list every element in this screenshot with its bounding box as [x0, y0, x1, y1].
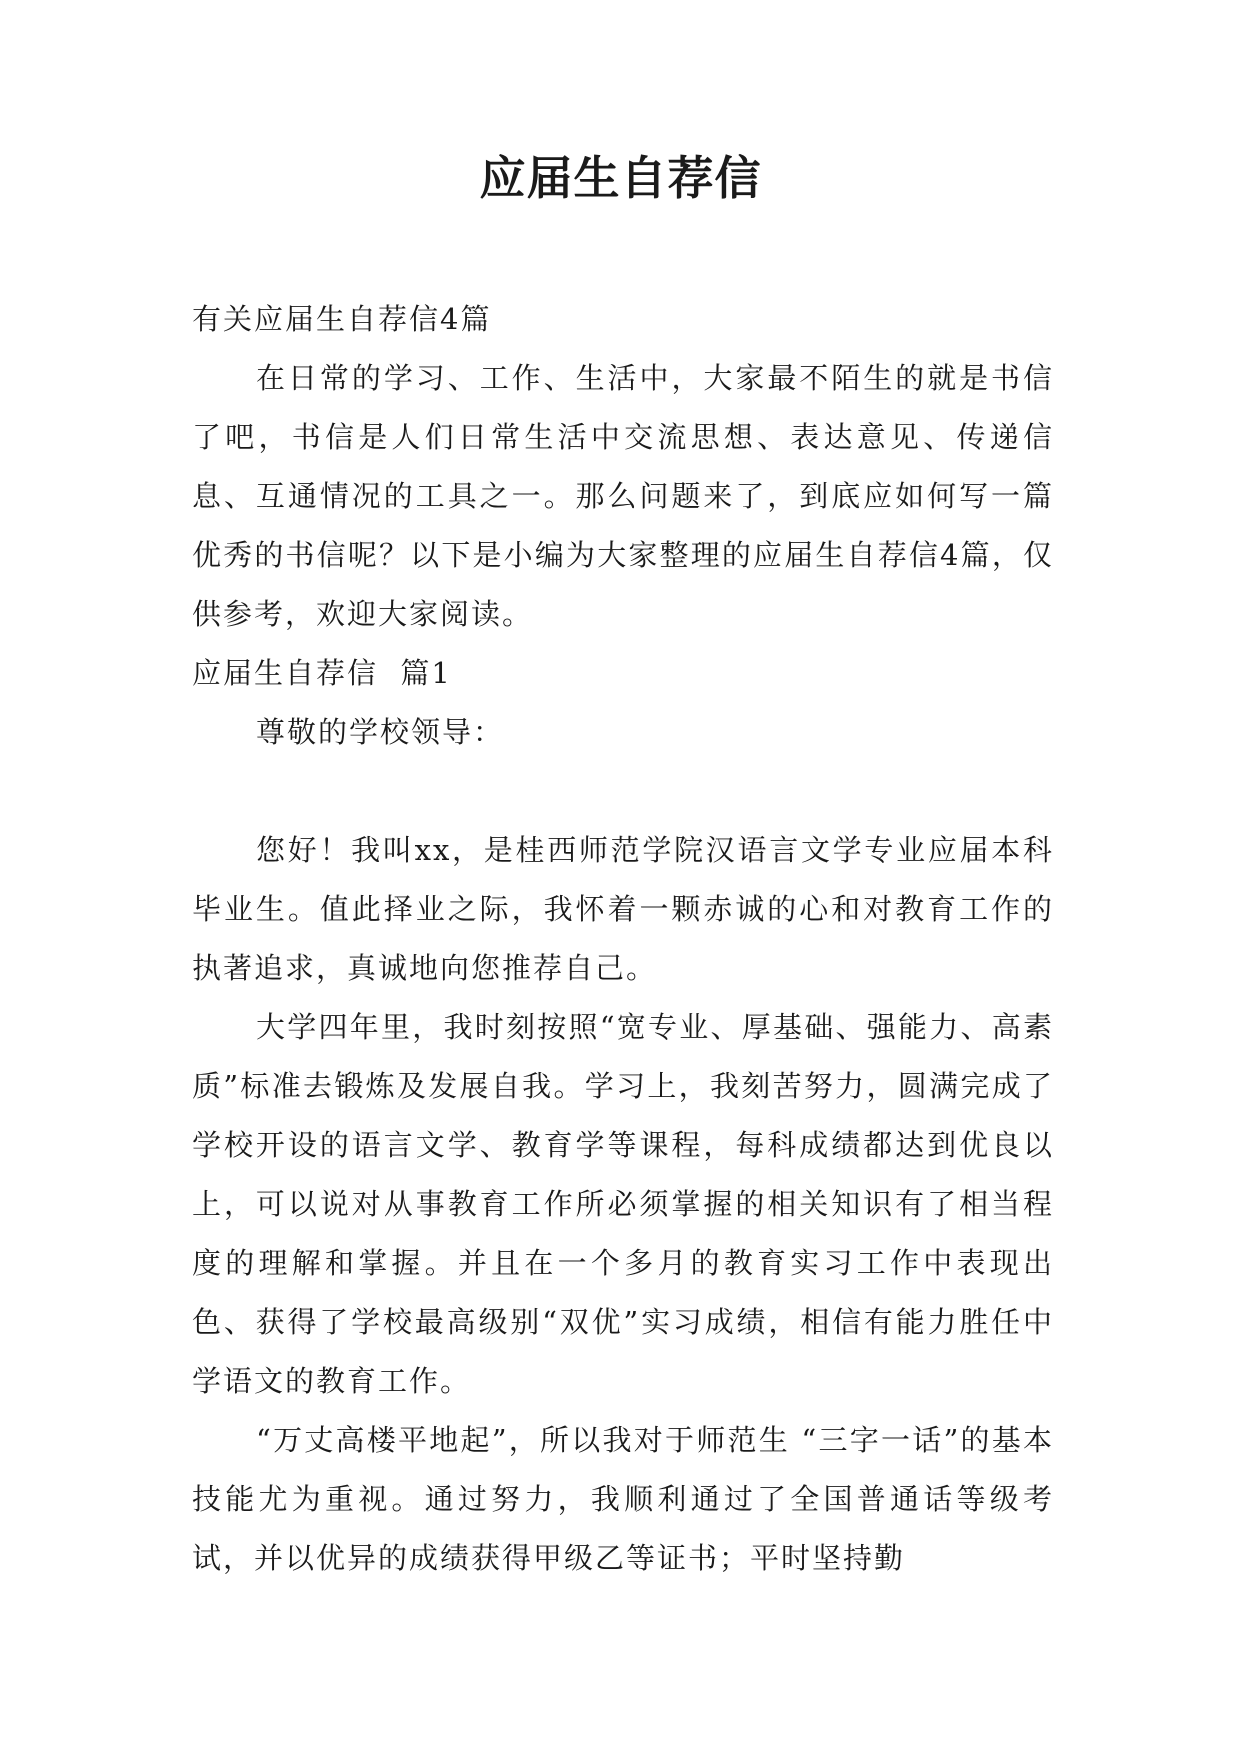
salutation: 尊敬的学校领导： [256, 715, 505, 749]
intro-paragraph: 在日常的学习、工作、生活中，大家最不陌生的就是书信了吧，书信是人们日常生活中交流思想、表达意见、传递信息、互通情况的工具之一。那么问题来了，到底应如何写一篇优秀的书信呢？以下是小编为大家整理的应届生自荐信4篇，仅供参考，欢迎大家阅读。 [192, 361, 1054, 631]
document-subtitle: 有关应届生自荐信4篇 [192, 302, 492, 336]
body-paragraph: 您好！我叫xx，是桂西师范学院汉语言文学专业应届本科毕业生。值此择业之际，我怀着一颗赤诚的心和对教育工作的执著追求，真诚地向您推荐自己。 [192, 833, 1054, 985]
section-heading: 应届生自荐信 篇1 [192, 656, 452, 690]
body-paragraph: 大学四年里，我时刻按照“宽专业、厚基础、强能力、高素质”标准去锻炼及发展自我。学习上，我刻苦努力，圆满完成了学校开设的语言文学、教育学等课程，每科成绩都达到优良以上，可以说对从事教育工作所必须掌握的相关知识有了相当程度的理解和掌握。并且在一个多月的教育实习工作中表现出色、获得了学校最高级别“双优”实习成绩，相信有能力胜任中学语文的教育工作。 [192, 1010, 1054, 1398]
document-title: 应届生自荐信 [479, 151, 762, 205]
body-paragraph: “万丈高楼平地起”，所以我对于师范生 “三字一话”的基本技能尤为重视。通过努力，我顺利通过了全国普通话等级考试，并以优异的成绩获得甲级乙等证书；平时坚持勤 [192, 1423, 1054, 1575]
document-body [192, 290, 1054, 1588]
